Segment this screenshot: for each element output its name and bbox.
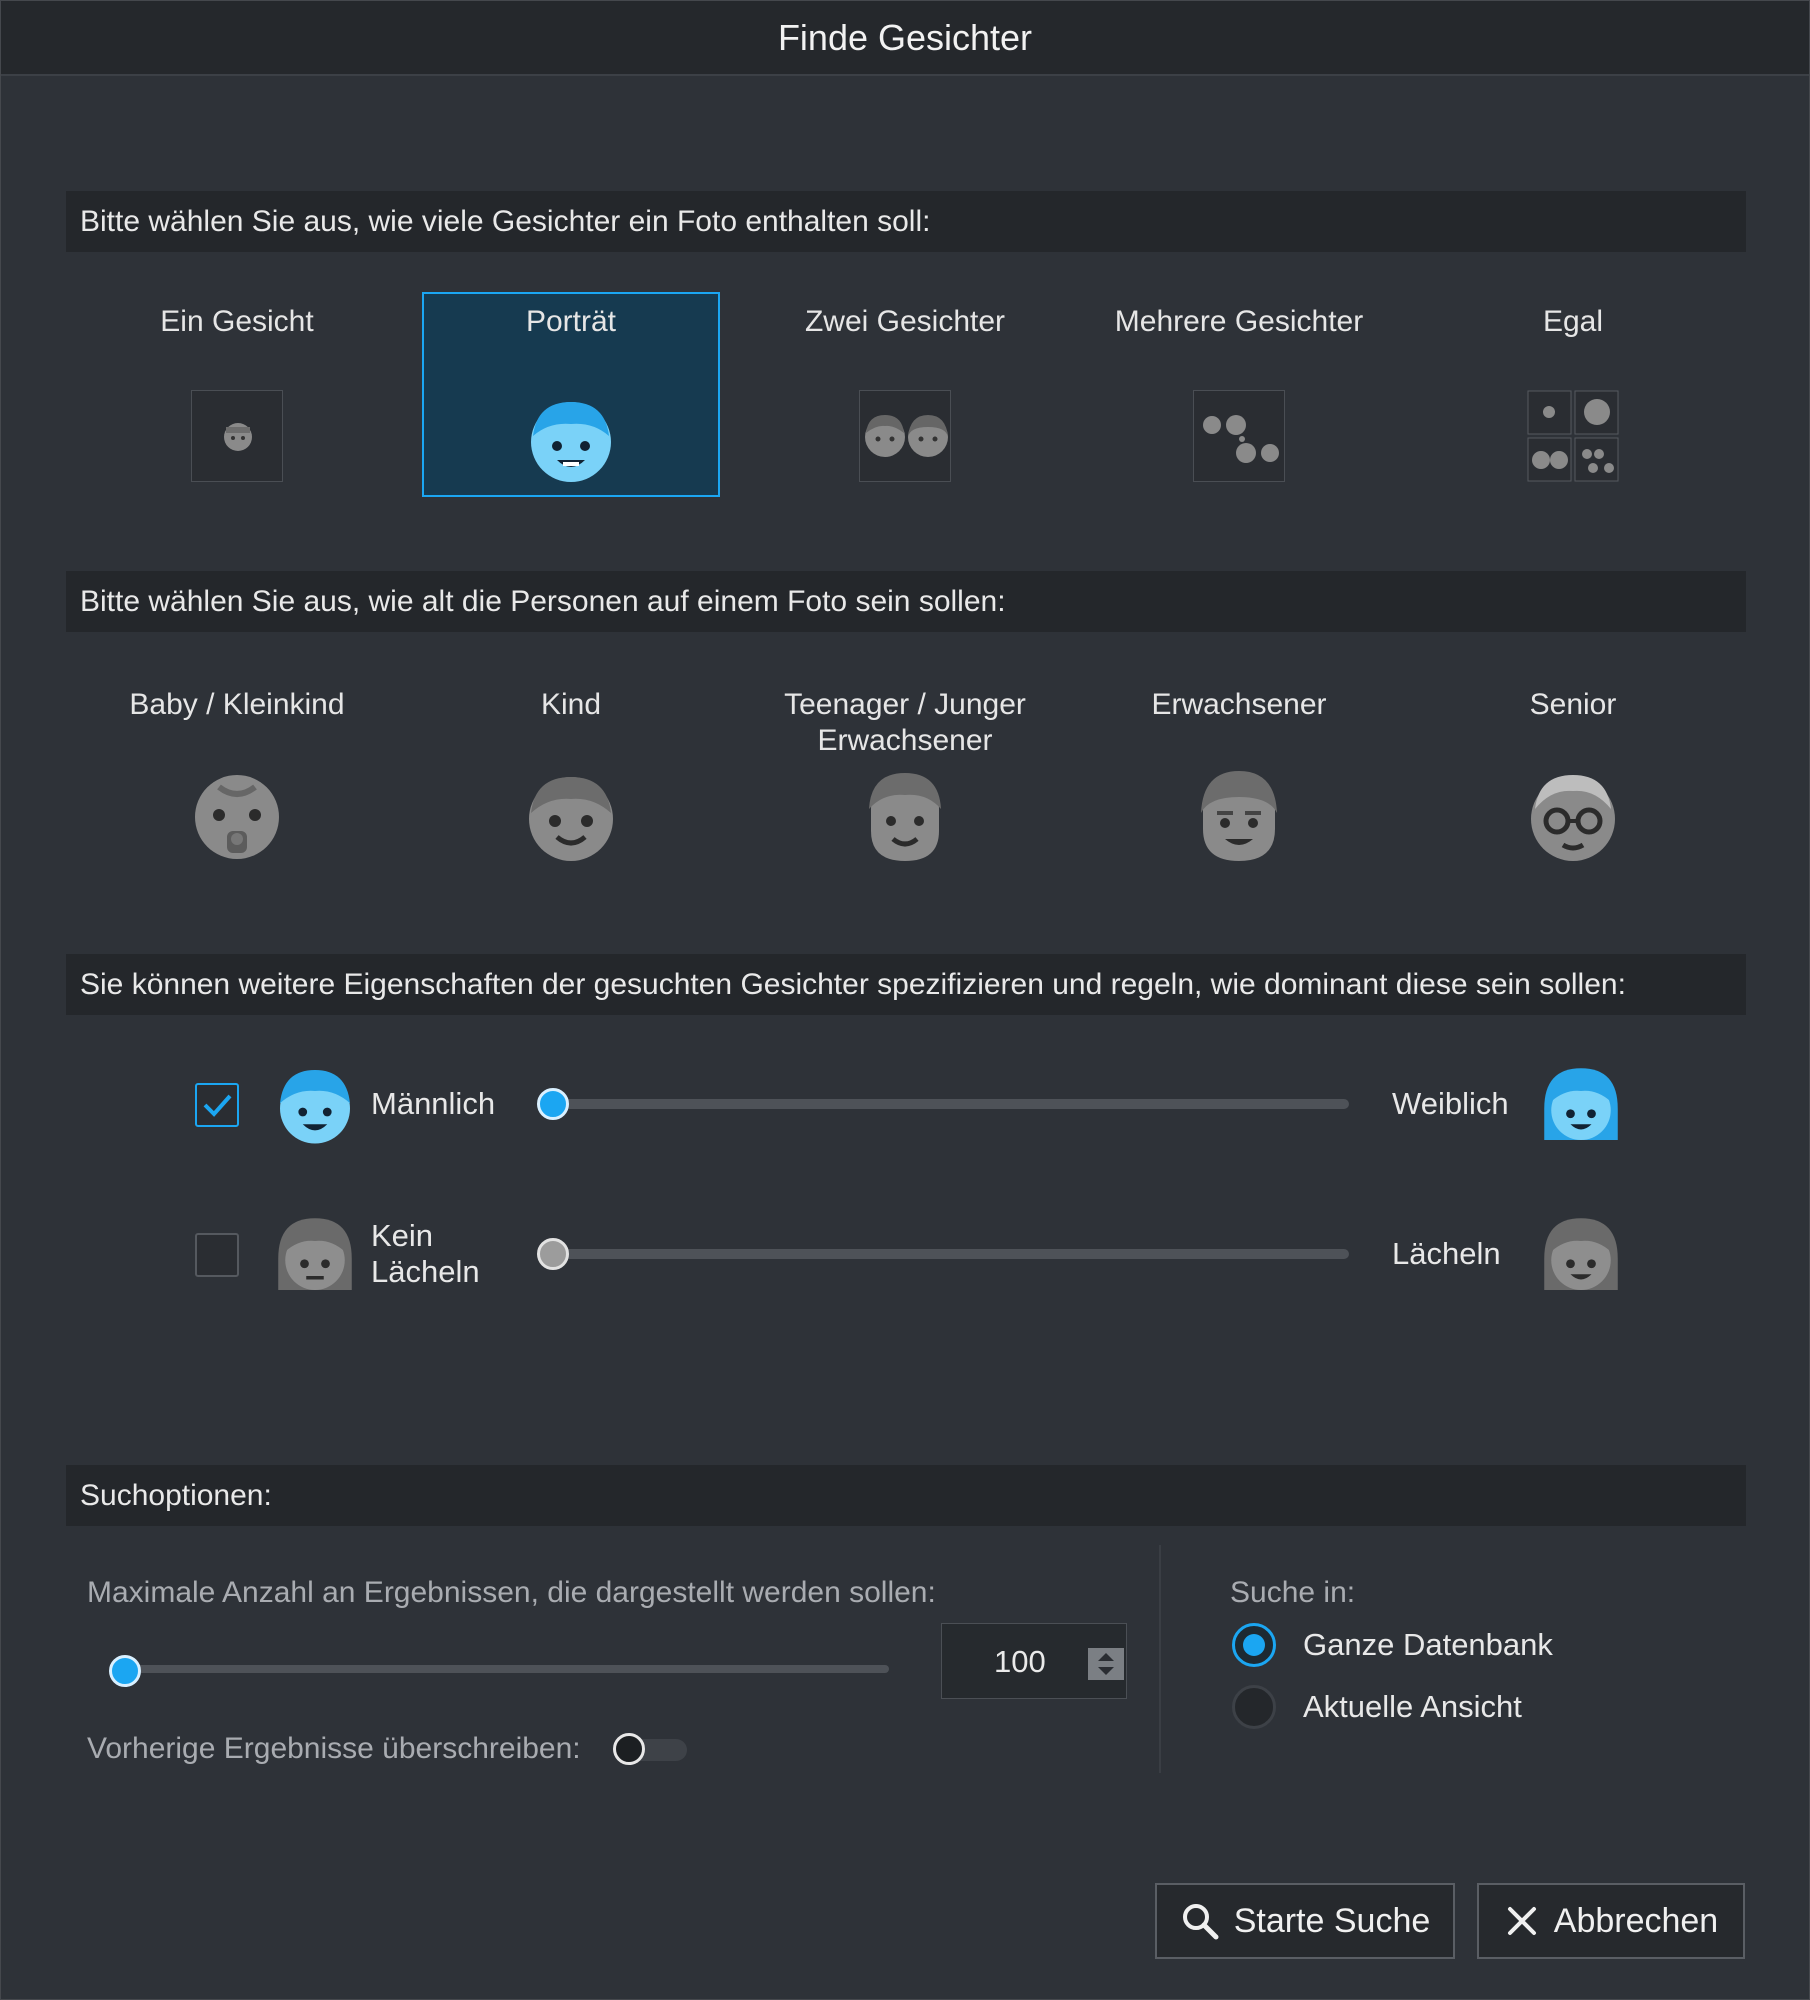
- senior-face-icon: [1525, 769, 1621, 873]
- cancel-label: Abbrechen: [1553, 1901, 1719, 1940]
- gender-slider-thumb[interactable]: [537, 1088, 569, 1120]
- overwrite-toggle-knob: [613, 1733, 645, 1765]
- radio-dot: [1243, 1634, 1265, 1656]
- option-label: Baby / Kleinkind: [129, 688, 345, 721]
- gender-row: [1, 1054, 1809, 1154]
- single-face-icon: [191, 390, 283, 482]
- option-label: Zwei Gesichter: [804, 305, 1006, 338]
- close-icon: [1504, 1903, 1540, 1939]
- max-results-slider-track[interactable]: [113, 1665, 889, 1673]
- option-two-faces[interactable]: [756, 292, 1054, 497]
- faces-count-header: Bitte wählen Sie aus, wie viele Gesichter ein Foto enthalten soll:: [66, 191, 1746, 252]
- age-option-teen[interactable]: [756, 683, 1054, 883]
- smile-row: [1, 1204, 1809, 1304]
- spinner[interactable]: [1088, 1648, 1124, 1680]
- scope-whole-database-label[interactable]: Ganze Datenbank: [1303, 1627, 1553, 1662]
- no-smile-face-icon: [273, 1212, 357, 1303]
- smile-checkbox[interactable]: [195, 1233, 239, 1277]
- age-header: Bitte wählen Sie aus, wie alt die Personen auf einem Foto sein sollen:: [66, 571, 1746, 632]
- start-search-label: Starte Suche: [1233, 1901, 1431, 1940]
- max-results-input[interactable]: [941, 1623, 1127, 1699]
- teen-face-icon: [857, 769, 953, 873]
- age-option-baby[interactable]: [88, 683, 386, 883]
- gender-checkbox[interactable]: [195, 1083, 239, 1127]
- spinner-arrows-icon: [1088, 1648, 1124, 1680]
- option-multiple-faces[interactable]: [1090, 292, 1388, 497]
- search-options-header: Suchoptionen:: [66, 1465, 1746, 1526]
- option-any-faces[interactable]: [1424, 292, 1722, 497]
- child-face-icon: [523, 769, 619, 873]
- dialog-title: Finde Gesichter: [1, 1, 1809, 76]
- male-face-icon: [273, 1062, 357, 1153]
- smile-slider-track[interactable]: [549, 1249, 1349, 1259]
- option-label: Teenager / Junger Erwachsener: [784, 688, 1026, 757]
- overwrite-label: Vorherige Ergebnisse überschreiben:: [87, 1732, 581, 1765]
- option-label: Egal: [1542, 305, 1604, 338]
- option-label: Ein Gesicht: [160, 305, 314, 338]
- scope-current-view-label[interactable]: Aktuelle Ansicht: [1303, 1689, 1522, 1724]
- search-in-label: Suche in:: [1230, 1576, 1356, 1609]
- smile-slider-thumb[interactable]: [537, 1238, 569, 1270]
- age-option-senior[interactable]: [1424, 683, 1722, 883]
- option-label: Mehrere Gesichter: [1114, 305, 1364, 338]
- female-face-icon: [1539, 1062, 1623, 1153]
- start-search-button[interactable]: [1155, 1883, 1455, 1959]
- check-icon: [197, 1085, 237, 1125]
- smile-left-label: Kein Lächeln: [371, 1218, 480, 1289]
- option-portrait[interactable]: [422, 292, 720, 497]
- portrait-face-icon: [523, 392, 619, 496]
- option-label: Erwachsener: [1151, 688, 1327, 721]
- max-results-label: Maximale Anzahl an Ergebnissen, die dargestellt werden sollen:: [87, 1576, 936, 1609]
- properties-header: Sie können weitere Eigenschaften der gesuchten Gesichter spezifizieren und regeln, wie dominant diese sein sollen:: [66, 954, 1746, 1015]
- gender-slider-track[interactable]: [549, 1099, 1349, 1109]
- search-icon: [1180, 1901, 1220, 1941]
- baby-face-icon: [189, 769, 285, 873]
- radio-current-view[interactable]: [1232, 1685, 1276, 1729]
- multiple-faces-icon: [1193, 390, 1285, 482]
- option-label: Porträt: [525, 305, 617, 338]
- any-faces-icon: [1527, 390, 1619, 482]
- overwrite-toggle[interactable]: [613, 1739, 687, 1761]
- option-label: Kind: [540, 688, 602, 721]
- gender-right-label: Weiblich: [1392, 1086, 1509, 1121]
- age-option-adult[interactable]: [1090, 683, 1388, 883]
- smile-right-label: Lächeln: [1392, 1236, 1501, 1271]
- smile-face-icon: [1539, 1212, 1623, 1303]
- radio-whole-database[interactable]: [1232, 1623, 1276, 1667]
- max-results-slider-thumb[interactable]: [109, 1655, 141, 1687]
- options-divider: [1159, 1545, 1161, 1773]
- option-one-face[interactable]: [88, 292, 386, 497]
- two-faces-icon: [859, 390, 951, 482]
- option-label: Senior: [1529, 688, 1617, 721]
- age-option-child[interactable]: [422, 683, 720, 883]
- gender-left-label: Männlich: [371, 1086, 496, 1121]
- cancel-button[interactable]: [1477, 1883, 1745, 1959]
- adult-face-icon: [1191, 769, 1287, 873]
- max-results-value: 100: [994, 1644, 1046, 1679]
